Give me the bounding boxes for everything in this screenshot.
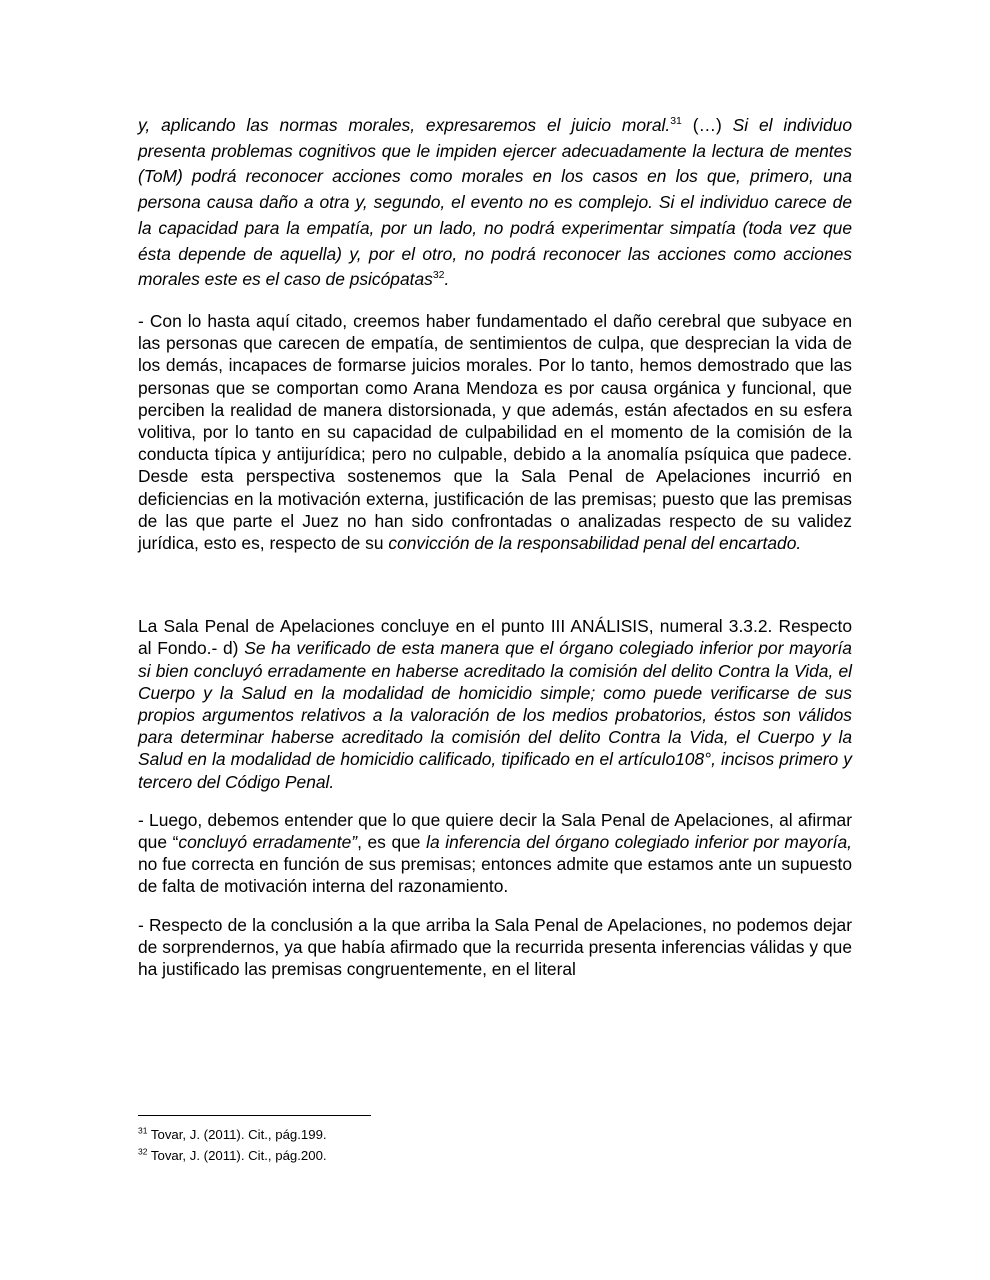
footnote-32: [138, 1145, 638, 1166]
paragraph-argument-text: - Con lo hasta aquí citado, creemos haber fundamentado el daño cerebral que subyace en las personas que carecen de empatía, de sentimientos de culpa, que desprecian la vida de los demás, incapaces de formarse juicios morales. Por lo tanto, hemos demostrado que las personas que se comportan como Arana Mendoza es por causa orgánica y funcional, que perciben la realidad de manera distorsionada, y que además, están afectados en su esfera volitiva, por lo tanto en su capacidad de culpabilidad en el momento de la comisión de la conducta típica y antijurídica; pero no culpable, debido a la anomalía psíquica que padece. Desde esta perspectiva sostenemos que la Sala Penal de Apelaciones incurrió en deficiencias en la motivación externa, justificación de las premisas; puesto que las premisas de las que parte el Juez no han sido confrontadas o analizadas respecto de su validez jurídica, esto es, respecto de su: [138, 310, 852, 553]
footnote-number: 31: [138, 1125, 148, 1136]
paragraph-sala-italic: Se ha verificado de esta manera que el órgano colegiado inferior por mayoría si bien concluyó erradamente en haberse acreditado la comisión del delito Contra la Vida, el Cuerpo y la Salud en la modalidad de homicidio simple; como puede verificarse de sus propios argumentos relativos a la valoración de los medios probatorios, éstos son válidos para determinar haberse acreditado la comisión del delito Contra la Vida, el Cuerpo y la Salud en la modalidad de homicidio calificado, tipificado en el artículo108°, incisos primero y tercero del Código Penal.: [138, 638, 852, 792]
paragraph-inference-italic-1: concluyó erradamente”: [178, 831, 358, 852]
paragraph-inference-text-1: - Luego, debemos entender que lo que quiere decir la Sala Penal de Apelaciones, al afirmar que “: [138, 809, 852, 852]
quote-paragraph: [138, 113, 852, 293]
paragraph-sala-text: La Sala Penal de Apelaciones concluye en el punto III ANÁLISIS, numeral 3.3.2. Respecto al Fondo.- d): [138, 616, 852, 659]
footnote-31: [138, 1124, 638, 1145]
paragraph-inference-text-3: no fue correcta en función de sus premisas; entonces admite que estamos ante un supuesto de falta de motivación interna del razonamiento.: [138, 854, 852, 897]
footnote-text: Tovar, J. (2011). Cit., pág.200.: [150, 1148, 327, 1163]
paragraph-sala-conclusion: [138, 615, 852, 793]
quote-segment-1: y, aplicando las normas morales, expresaremos el juicio moral.: [138, 115, 671, 135]
paragraph-surprise-text: - Respecto de la conclusión a la que arriba la Sala Penal de Apelaciones, no podemos dejar de sorprendernos, ya que había afirmado que la recurrida presenta inferencias válidas y que ha justificado las premisas congruentemente, en el literal: [138, 914, 852, 979]
paragraph-inference: [138, 809, 852, 898]
footnote-text: Tovar, J. (2011). Cit., pág.199.: [150, 1127, 327, 1142]
footnote-ref-32: 32: [432, 269, 445, 282]
footnote-ref-31: 31: [670, 115, 682, 128]
paragraph-argument-italic: convicción de la responsabilidad penal del encartado.: [388, 532, 802, 553]
quote-segment-4: .: [444, 269, 450, 290]
footnotes: [138, 1124, 638, 1166]
ellipsis-marker: (…): [681, 115, 733, 135]
page-body: [138, 113, 852, 980]
footnote-separator: [138, 1115, 371, 1116]
footnote-number: 32: [138, 1146, 148, 1157]
quote-segment-3: Si el individuo presenta problemas cognitivos que le impiden ejercer adecuadamente la lectura de mentes (ToM) podrá reconocer acciones como morales en los casos en los que, primero, una persona causa daño a otra y, segundo, el evento no es complejo. Si el individuo carece de la capacidad para la empatía, por un lado, no podrá experimentar simpatía (toda vez que ésta depende de aquella) y, por el otro, no podrá reconocer las acciones como acciones morales este es el caso de psicópatas: [138, 115, 853, 290]
paragraph-inference-text-2: , es que: [357, 831, 427, 852]
paragraph-inference-italic-2: la inferencia del órgano colegiado inferior por mayoría,: [426, 831, 852, 852]
paragraph-surprise: [138, 914, 852, 981]
paragraph-argument: [138, 310, 852, 554]
